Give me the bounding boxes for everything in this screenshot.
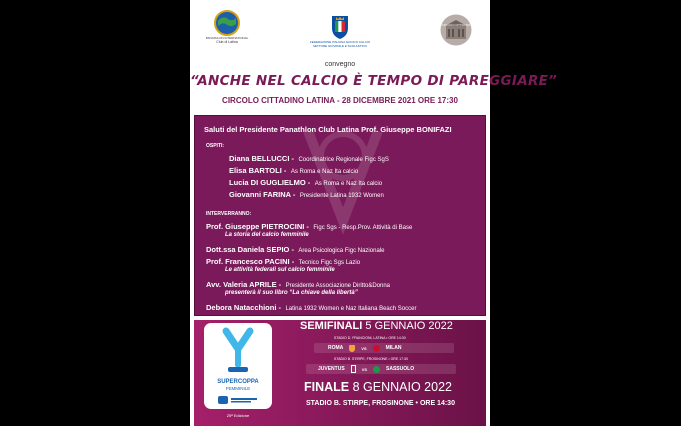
program-panel bbox=[194, 115, 486, 316]
speaker-name: Prof. Francesco PACINI - bbox=[206, 257, 295, 266]
speaker-role: Tecnico Figc Sgs Lazio bbox=[298, 260, 361, 266]
match2-away: SASSUOLO bbox=[386, 366, 415, 372]
speaker-name: Prof. Giuseppe PIETROCINI - bbox=[206, 222, 309, 231]
speaker-name: Dott.ssa Daniela SEPIO - bbox=[206, 245, 294, 254]
convegno-label: convegno bbox=[324, 61, 356, 68]
speaker-role: Area Psicologica Figc Nazionale bbox=[298, 248, 385, 254]
ospiti-label: OSPITI: bbox=[206, 143, 225, 149]
milan-crest-icon bbox=[373, 345, 380, 352]
finale-heading bbox=[304, 380, 452, 394]
sponsor-logo-icon bbox=[218, 395, 258, 405]
speaker-subtitle: Le attività federali sul calcio femminile bbox=[225, 267, 335, 273]
finale-label: FINALE bbox=[304, 380, 350, 394]
ospite-name: Giovanni FARINA - bbox=[229, 190, 296, 199]
speaker-row bbox=[206, 301, 416, 314]
match1-row bbox=[314, 343, 454, 353]
speaker-subtitle: presenterà il suo libro “La chiave della libertà” bbox=[225, 290, 358, 296]
badge-subtitle: FEMMINILE bbox=[225, 386, 251, 391]
supercoppa-badge bbox=[204, 323, 272, 409]
supercoppa-banner bbox=[194, 320, 486, 426]
semifinali-heading bbox=[300, 320, 453, 332]
figc-shield-icon bbox=[330, 14, 350, 40]
ospite-role: Coordinatrice Regionale Figc SgS bbox=[298, 157, 389, 163]
ospite-name: Elisa BARTOLI - bbox=[229, 166, 287, 175]
ospite-role: As Roma e Naz Ita calcio bbox=[290, 169, 359, 175]
sassuolo-crest-icon bbox=[373, 366, 380, 373]
figc-sector: SETTORE GIOVANILE E SCOLASTICO bbox=[313, 44, 367, 48]
match1-home: ROMA bbox=[328, 345, 344, 351]
panathlon-globe-icon bbox=[214, 10, 240, 36]
saluti-line: Saluti del Presidente Panathlon Club Latina Prof. Giuseppe BONIFAZI bbox=[204, 125, 452, 134]
ospite-role: As Roma e Naz Ita calcio bbox=[314, 181, 383, 187]
edizione-label: 25ª Edizione bbox=[226, 413, 250, 418]
figc-logo bbox=[300, 14, 380, 48]
panathlon-club: Club di Latina bbox=[216, 40, 238, 44]
finale-venue: STADIO B. STIRPE, FROSINONE • ORE 14:30 bbox=[306, 400, 455, 407]
speaker-role: Figc Sgs - Resp.Prov. Attività di Base bbox=[313, 225, 413, 231]
speaker-role: Presidente Associazione Diritto&Donna bbox=[285, 283, 391, 289]
versus-icon: VS bbox=[361, 345, 367, 351]
speaker-name: Avv. Valeria APRILE - bbox=[206, 280, 282, 289]
match2-home: JUVENTUS bbox=[318, 366, 345, 372]
match1-venue: STADIO D. FRANCIONI, LATINA • ORE 14:30 bbox=[334, 336, 406, 340]
event-title: “ANCHE NEL CALCIO È TEMPO DI PAREGGIARE” bbox=[190, 73, 558, 89]
match1-away: MILAN bbox=[385, 345, 402, 351]
ospite-name: Lucia DI GUGLIELMO - bbox=[229, 178, 311, 187]
juventus-crest-icon bbox=[351, 365, 356, 373]
speaker-subtitle: La storia del calcio femminile bbox=[225, 232, 309, 238]
roma-crest-icon bbox=[349, 345, 355, 352]
ospite-row bbox=[229, 188, 384, 201]
ospite-name: Diana BELLUCCI - bbox=[229, 154, 295, 163]
circolo-name: CIRCOLO CITTADINO bbox=[441, 23, 471, 27]
supercoppa-trophy-icon bbox=[204, 325, 272, 377]
match2-venue: STADIO B. STIRPE, FROSINONE • ORE 17:30 bbox=[334, 357, 408, 361]
speaker-name: Debora Natacchioni - bbox=[206, 303, 282, 312]
circolo-building-icon bbox=[440, 14, 472, 46]
panathlon-name: PANATHLON INTERNATIONAL bbox=[205, 36, 249, 40]
interverranno-label: INTERVERRANNO: bbox=[206, 211, 252, 217]
ospite-role: Presidente Latina 1932 Women bbox=[299, 193, 384, 199]
match2-row bbox=[306, 364, 456, 374]
badge-title: SUPERCOPPA bbox=[217, 379, 259, 385]
versus-icon: VS bbox=[361, 366, 368, 372]
panathlon-logo bbox=[205, 10, 249, 44]
figc-name: FEDERAZIONE ITALIANA GIUOCO CALCIO bbox=[309, 40, 371, 44]
speaker-role: Latina 1932 Women e Naz Italiana Beach Soccer bbox=[285, 306, 417, 312]
semifinali-date: 5 GENNAIO 2022 bbox=[365, 320, 453, 332]
circolo-logo bbox=[438, 14, 474, 46]
event-poster bbox=[190, 0, 558, 426]
event-place-date: CIRCOLO CITTADINO LATINA - 28 DICEMBRE 2021 ORE 17:30 bbox=[222, 96, 458, 105]
finale-date: 8 GENNAIO 2022 bbox=[352, 380, 452, 394]
semifinali-label: SEMIFINALI bbox=[300, 320, 363, 332]
